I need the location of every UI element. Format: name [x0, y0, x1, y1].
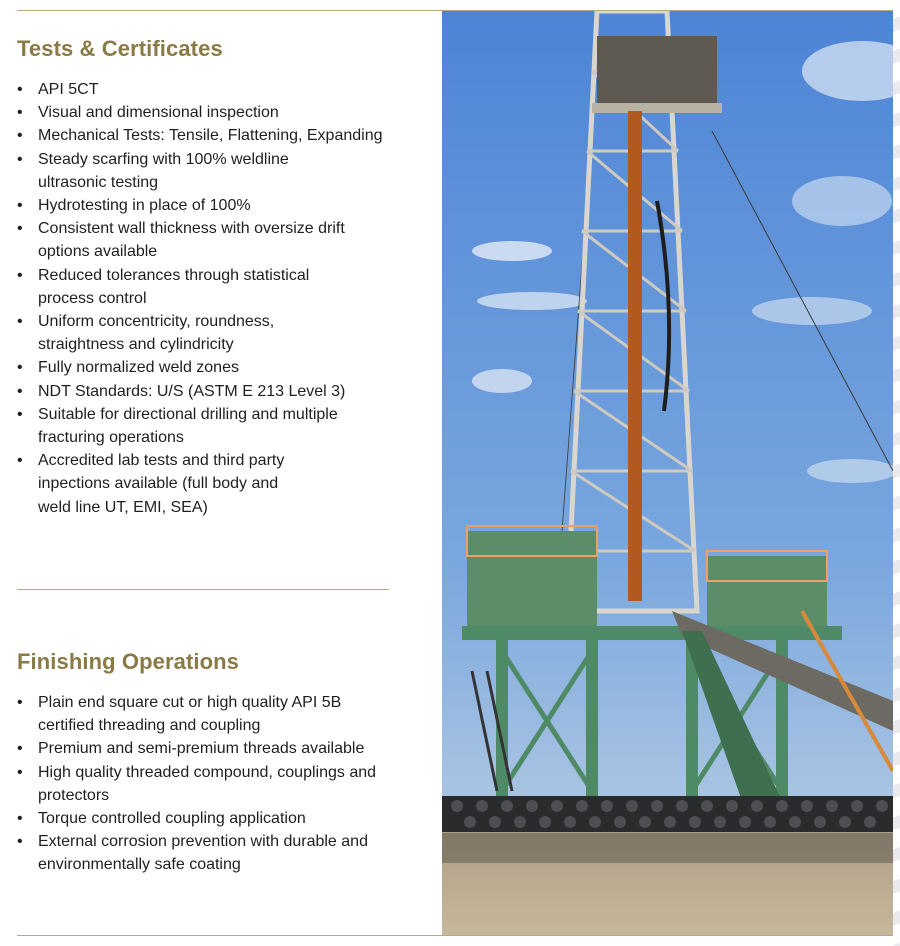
- section-divider: [17, 589, 389, 590]
- list-item-text: fracturing operations: [38, 429, 184, 447]
- tests-list: [17, 78, 427, 519]
- list-item-text: • Consistent wall thickness with oversize drift: [38, 220, 345, 238]
- drilling-rig-photo: [442, 11, 893, 935]
- list-item-text: straightness and cylindricity: [38, 336, 234, 354]
- list-item: [17, 691, 427, 737]
- list-item-text: ultrasonic testing: [38, 173, 159, 191]
- list-item-text: • Plain end square cut or high quality API 5B: [38, 694, 342, 711]
- list-item-text: • Mechanical Tests: Tensile, Flattening, Expanding: [38, 127, 383, 145]
- list-item-text: environmentally safe coating: [38, 856, 241, 874]
- list-item-text: • Torque controlled coupling application: [38, 810, 306, 828]
- list-item-text: • Hydrotesting in place of 100%: [38, 197, 251, 215]
- list-item-text: • Reduced tolerances through statistical: [38, 266, 310, 284]
- list-item: [17, 380, 427, 403]
- list-item: [17, 761, 427, 807]
- list-item-text: protectors: [38, 786, 110, 804]
- list-item-text: • NDT Standards: U/S (ASTM E 213 Level 3): [38, 382, 346, 400]
- list-item-text: weld line UT, EMI, SEA): [38, 498, 208, 516]
- list-item-text: • Premium and semi-premium threads available: [38, 740, 365, 758]
- list-item: [17, 78, 427, 101]
- list-item: [17, 310, 427, 356]
- list-item-text: certified threading and coupling: [38, 717, 261, 735]
- list-item: [17, 356, 427, 379]
- list-item: [17, 148, 427, 194]
- list-item-text: • Uniform concentricity, roundness,: [38, 313, 275, 331]
- list-item: [17, 124, 427, 147]
- list-item-text: • API 5CT: [38, 81, 99, 98]
- list-item: [17, 449, 427, 519]
- list-item-text: • Visual and dimensional inspection: [38, 104, 279, 122]
- list-item-text: • Steady scarfing with 100% weldline: [38, 150, 289, 168]
- list-item: [17, 737, 427, 760]
- list-item: [17, 807, 427, 830]
- list-item-text: • High quality threaded compound, couplings and: [38, 763, 377, 781]
- list-item: [17, 194, 427, 217]
- list-item-text: inpections available (full body and: [38, 475, 279, 493]
- finishing-operations-section: [17, 649, 427, 877]
- bottom-divider: [17, 935, 893, 936]
- list-item-text: • Suitable for directional drilling and multiple: [38, 405, 338, 423]
- list-item: [17, 830, 427, 876]
- list-item-text: • Accredited lab tests and third party: [38, 452, 285, 470]
- list-item: [17, 264, 427, 310]
- list-item-text: process control: [38, 289, 147, 307]
- section-heading: Finishing Operations: [17, 649, 240, 674]
- finishing-list: [17, 691, 427, 877]
- list-item-text: • Fully normalized weld zones: [38, 359, 239, 377]
- list-item: [17, 217, 427, 263]
- tests-certificates-section: [17, 36, 427, 519]
- list-item: [17, 101, 427, 124]
- section-heading: Tests & Certificates: [17, 36, 223, 61]
- list-item: [17, 403, 427, 449]
- list-item-text: • External corrosion prevention with durable and: [38, 833, 368, 851]
- edge-pattern: [893, 0, 900, 946]
- list-item-text: options available: [38, 243, 158, 261]
